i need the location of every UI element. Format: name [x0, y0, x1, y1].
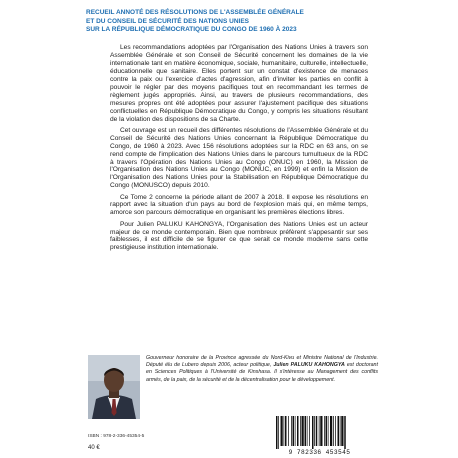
title-line-1: RECUEIL ANNOTÉ DES RÉSOLUTIONS DE L'ASSEMBLÉE GÉNÉRALE [86, 9, 304, 16]
price: 40 € [88, 445, 100, 451]
bio-rest: est doctorant en Sciences Politiques à l'Université de Kinshasa. Il s'intéresse au Management des conflits armés, de la paix, de la sécurité et de la décentralisation pour le développement. [146, 362, 378, 383]
isbn: ISBN : 978-2-336-45354-5 [88, 434, 145, 439]
bio-intro: Gouverneur honoraire de la Province agressée du Nord-Kivu et Ministre National de l'Industrie. Député élu de Lubero depuis 2006, acteur politique, [146, 355, 378, 369]
paragraph-1: Les recommandations adoptées par l'Organisation des Nations Unies à travers son Assemblée Générale et son Conseil de Sécurité concernent les domaines de la vie internationale tant en matière économique, sociale, humanitaire, culturelle, intellectuelle, éducationnelle que sanitaire. Elles portent sur un constat d'existence de menaces contre la paix ou l'exercice d'actes d'agression, afin d'inviter les parties en conflit à pouvoir le régler par des moyens pacifiques tout en recommandant les termes de règlement jugés appropriés. Ainsi, au travers de plusieurs recommandations, des mesures propres ont été adoptées pour assurer l'ajustement pacifique des situations conflictuelles en République Démocratique du Congo, y compris les situations résultant de la violation des dispositions de sa Charte. [110, 44, 368, 123]
title-line-3: SUR LA RÉPUBLIQUE DÉMOCRATIQUE DU CONGO DE 1960 À 2023 [86, 26, 297, 33]
author-name: Julien PALUKU KAHONGYA [273, 362, 345, 369]
description [110, 44, 368, 256]
book-title [86, 9, 386, 35]
author-photo [88, 355, 140, 419]
barcode-digits: 9 782336 453545 [288, 449, 351, 456]
author-portrait-icon [88, 355, 140, 419]
paragraph-4: Pour Julien PALUKU KAHONGYA, l'Organisation des Nations Unies est un acteur majeur de ce monde contemporain. Bien que nombreux préfèrent s'appesantir sur ses faiblesses, il est difficile de se figurer ce que serait ce monde moderne sans cette prestigieuse institution internationale. [110, 220, 368, 252]
author-bio [146, 355, 378, 384]
paragraph-3: Ce Tome 2 concerne la période allant de 2007 à 2018. Il expose les résolutions en rapport avec la situation d'un pays au bord de l'explosion mais qui, en même temps, amorce son parcours démocratique en organisant les premières élections libres. [110, 193, 368, 217]
title-line-2: ET DU CONSEIL DE SÉCURITÉ DES NATIONS UNIES [86, 17, 250, 25]
paragraph-2: Cet ouvrage est un recueil des différentes résolutions de l'Assemblée Générale et du Conseil de Sécurité des Nations Unies concernant la République Démocratique du Congo, de 1960 à 2023. Avec 156 résolutions adoptées sur la RDC en 63 ans, on se rend compte de l'implication des Nations Unies dans le parcours tumultueux de la RDC à travers l'Opération des Nations Unies au Congo (ONUC) en 1960, la Mission de l'Organisation des Nations Unies au Congo (MONUC, en 1999) et enfin la Mission de l'Organisation des Nations Unies pour la Stabilisation en République Démocratique du Congo (MONUSCO) depuis 2010. [110, 126, 368, 190]
